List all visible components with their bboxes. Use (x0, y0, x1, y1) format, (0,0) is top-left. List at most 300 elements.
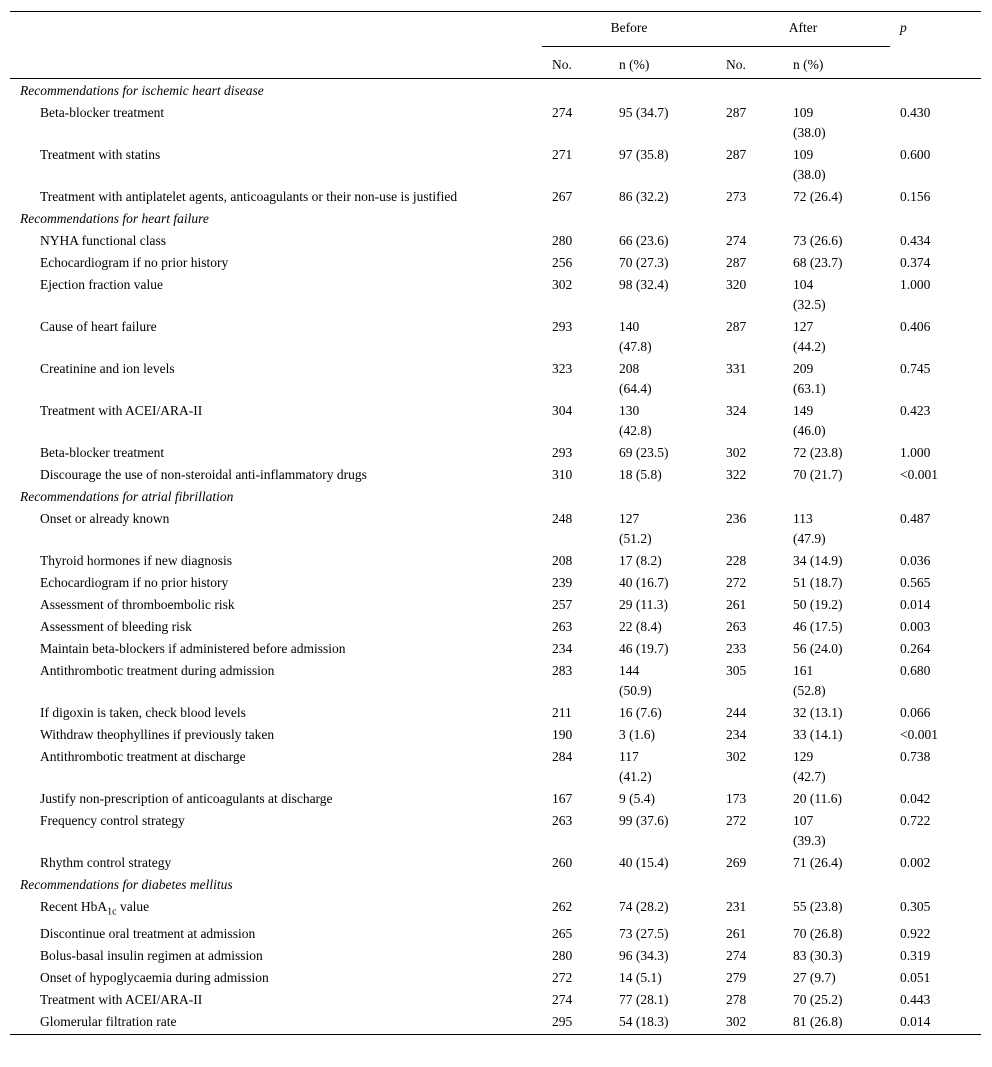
after-count-text: 287 (726, 254, 747, 270)
before-count (542, 549, 609, 571)
row-label-text: Antithrombotic treatment at discharge (40, 748, 246, 764)
after-count-text: 287 (726, 104, 747, 120)
after-percent (783, 659, 890, 701)
p-value-text: 0.319 (900, 948, 931, 964)
before-percent (609, 1010, 716, 1035)
after-percent (783, 723, 890, 745)
p-value (890, 441, 981, 463)
before-percent (609, 723, 716, 745)
row-label-text: Maintain beta-blockers if administered before admission (40, 640, 346, 656)
p-value-text: <0.001 (900, 726, 939, 742)
before-count-text: 234 (552, 640, 573, 656)
after-count-text: 233 (726, 640, 747, 656)
before-count-text: 283 (552, 662, 573, 678)
before-percent-text: 69 (23.5) (619, 444, 669, 460)
before-count-text: 274 (552, 992, 573, 1008)
before-percent-text: 127 (51.2) (619, 510, 652, 546)
table-row (10, 315, 981, 357)
p-value (890, 101, 981, 143)
p-value-text: 0.036 (900, 552, 931, 568)
p-value-text: 0.722 (900, 812, 931, 828)
p-value-text: 0.305 (900, 898, 931, 914)
row-label-text: Treatment with statins (40, 146, 161, 162)
p-value (890, 571, 981, 593)
row-label-text: NYHA functional class (40, 232, 166, 248)
row-label-text: Discourage the use of non-steroidal anti-inflammatory drugs (40, 466, 367, 482)
row-label-text: Discontinue oral treatment at admission (40, 926, 256, 942)
p-value (890, 507, 981, 549)
p-value-text: 0.738 (900, 748, 931, 764)
after-percent-text: 107 (39.3) (793, 812, 826, 848)
p-value-text: 0.014 (900, 1014, 931, 1030)
before-count-text: 263 (552, 812, 573, 828)
table-row (10, 701, 981, 723)
row-label-text: Antithrombotic treatment during admission (40, 662, 275, 678)
p-value-text: 0.680 (900, 662, 931, 678)
p-value-text: <0.001 (900, 466, 939, 482)
after-percent (783, 463, 890, 485)
before-percent (609, 593, 716, 615)
after-count (716, 809, 783, 851)
before-percent (609, 101, 716, 143)
row-label (10, 251, 542, 273)
table-row (10, 787, 981, 809)
before-count-text: 280 (552, 232, 573, 248)
before-percent (609, 463, 716, 485)
before-count-text: 260 (552, 854, 573, 870)
row-label (10, 185, 542, 207)
after-percent (783, 895, 890, 923)
section-title: Recommendations for atrial fibrillation (20, 488, 234, 504)
section-title: Recommendations for heart failure (20, 210, 209, 226)
after-count (716, 251, 783, 273)
header-row-groups (10, 12, 981, 48)
after-percent (783, 922, 890, 944)
after-percent (783, 251, 890, 273)
after-count-text: 273 (726, 188, 747, 204)
before-count-text: 274 (552, 104, 573, 120)
after-percent-text: 72 (26.4) (793, 188, 843, 204)
before-percent (609, 701, 716, 723)
after-count (716, 895, 783, 923)
p-value (890, 922, 981, 944)
before-percent (609, 851, 716, 873)
before-count-text: 263 (552, 618, 573, 634)
after-percent (783, 315, 890, 357)
after-count (716, 549, 783, 571)
before-percent-text: 97 (35.8) (619, 146, 669, 162)
after-count (716, 593, 783, 615)
before-percent (609, 787, 716, 809)
after-percent-text: 46 (17.5) (793, 618, 843, 634)
before-count-text: 265 (552, 926, 573, 942)
before-percent-text: 86 (32.2) (619, 188, 669, 204)
before-percent-text: 17 (8.2) (619, 552, 662, 568)
table-row (10, 101, 981, 143)
before-count-text: 211 (552, 704, 572, 720)
after-percent (783, 273, 890, 315)
table-row (10, 1010, 981, 1035)
p-value-text: 0.406 (900, 318, 931, 334)
after-percent (783, 593, 890, 615)
after-count-text: 173 (726, 790, 747, 806)
before-percent-text: 73 (27.5) (619, 926, 669, 942)
before-percent-text: 96 (34.3) (619, 948, 669, 964)
after-count (716, 659, 783, 701)
before-percent (609, 357, 716, 399)
table-row (10, 251, 981, 273)
before-count (542, 637, 609, 659)
p-value (890, 745, 981, 787)
after-count (716, 745, 783, 787)
after-percent (783, 399, 890, 441)
table-container (10, 11, 981, 1035)
p-value (890, 143, 981, 185)
before-count (542, 441, 609, 463)
after-percent (783, 988, 890, 1010)
after-count (716, 357, 783, 399)
before-count-text: 267 (552, 188, 573, 204)
after-count-text: 320 (726, 276, 747, 292)
after-percent (783, 229, 890, 251)
after-count-text: 302 (726, 1014, 747, 1030)
before-count (542, 251, 609, 273)
row-label-text: Ejection fraction value (40, 276, 163, 292)
section-header-row (10, 873, 981, 895)
before-count (542, 273, 609, 315)
row-label (10, 571, 542, 593)
before-count (542, 615, 609, 637)
table-row (10, 637, 981, 659)
before-percent-text: 40 (15.4) (619, 854, 669, 870)
p-value-text: 0.434 (900, 232, 931, 248)
before-count (542, 357, 609, 399)
before-count-text: 262 (552, 898, 573, 914)
before-count (542, 787, 609, 809)
table-row (10, 895, 981, 923)
after-count (716, 143, 783, 185)
before-count (542, 723, 609, 745)
after-count-text: 234 (726, 726, 747, 742)
after-percent-text: 70 (25.2) (793, 992, 843, 1008)
after-count-text: 228 (726, 552, 747, 568)
before-count (542, 745, 609, 787)
after-percent (783, 441, 890, 463)
header-row-sub (10, 47, 981, 78)
after-percent-text: 70 (21.7) (793, 466, 843, 482)
p-value (890, 251, 981, 273)
after-percent-text: 73 (26.6) (793, 232, 843, 248)
after-percent-text: 104 (32.5) (793, 276, 826, 312)
after-percent (783, 185, 890, 207)
table-row (10, 944, 981, 966)
table-row (10, 988, 981, 1010)
header-pct-after: n (%) (783, 47, 890, 78)
after-count (716, 571, 783, 593)
before-count (542, 966, 609, 988)
row-label (10, 851, 542, 873)
row-label-text: Echocardiogram if no prior history (40, 574, 229, 590)
after-percent (783, 701, 890, 723)
before-percent (609, 922, 716, 944)
before-percent-text: 140 (47.8) (619, 318, 652, 354)
header-before: Before (542, 12, 716, 48)
before-percent-text: 14 (5.1) (619, 970, 662, 986)
after-count-text: 305 (726, 662, 747, 678)
after-count (716, 399, 783, 441)
after-percent (783, 571, 890, 593)
p-value-text: 0.051 (900, 970, 931, 986)
header-after: After (716, 12, 890, 48)
row-label-text: If digoxin is taken, check blood levels (40, 704, 246, 720)
after-percent-text: 51 (18.7) (793, 574, 843, 590)
after-percent-text: 56 (24.0) (793, 640, 843, 656)
table-row (10, 922, 981, 944)
p-value (890, 659, 981, 701)
after-count (716, 701, 783, 723)
after-percent (783, 507, 890, 549)
before-percent (609, 185, 716, 207)
p-value (890, 357, 981, 399)
before-percent-text: 22 (8.4) (619, 618, 662, 634)
section-header-row (10, 207, 981, 229)
before-percent (609, 615, 716, 637)
after-count-text: 231 (726, 898, 747, 914)
p-value (890, 229, 981, 251)
before-percent (609, 315, 716, 357)
row-label (10, 922, 542, 944)
after-percent (783, 101, 890, 143)
after-percent-text: 34 (14.9) (793, 552, 843, 568)
after-percent-text: 33 (14.1) (793, 726, 843, 742)
before-percent-text: 29 (11.3) (619, 596, 668, 612)
before-count (542, 229, 609, 251)
p-value (890, 593, 981, 615)
row-label-text: Creatinine and ion levels (40, 360, 175, 376)
row-label (10, 787, 542, 809)
p-value-text: 0.600 (900, 146, 931, 162)
after-percent (783, 615, 890, 637)
row-label (10, 966, 542, 988)
row-label (10, 895, 542, 923)
before-percent (609, 809, 716, 851)
before-percent (609, 966, 716, 988)
row-label-text: Assessment of bleeding risk (40, 618, 192, 634)
before-count (542, 463, 609, 485)
before-percent-text: 99 (37.6) (619, 812, 669, 828)
row-label-text: Justify non-prescription of anticoagulants at discharge (40, 790, 333, 806)
before-percent (609, 229, 716, 251)
after-percent-text: 32 (13.1) (793, 704, 843, 720)
table-row (10, 549, 981, 571)
after-percent-text: 55 (23.8) (793, 898, 843, 914)
after-count (716, 315, 783, 357)
header-p: p (890, 12, 981, 48)
after-count (716, 922, 783, 944)
before-count-text: 323 (552, 360, 573, 376)
after-percent (783, 143, 890, 185)
row-label-text: Withdraw theophyllines if previously taken (40, 726, 275, 742)
row-label-text: Treatment with ACEI/ARA-II (40, 402, 203, 418)
before-count (542, 944, 609, 966)
after-percent (783, 1010, 890, 1035)
after-count (716, 273, 783, 315)
before-count (542, 101, 609, 143)
row-label-text: Rhythm control strategy (40, 854, 172, 870)
after-count (716, 1010, 783, 1035)
recommendations-table (10, 11, 981, 1035)
before-count (542, 1010, 609, 1035)
row-label (10, 1010, 542, 1035)
p-value (890, 809, 981, 851)
before-count-text: 208 (552, 552, 573, 568)
before-percent-text: 74 (28.2) (619, 898, 669, 914)
before-count (542, 185, 609, 207)
table-row (10, 399, 981, 441)
after-percent-text: 81 (26.8) (793, 1014, 843, 1030)
row-label-text: Onset or already known (40, 510, 170, 526)
p-value (890, 944, 981, 966)
before-count (542, 571, 609, 593)
after-count (716, 507, 783, 549)
after-count (716, 988, 783, 1010)
after-count-text: 263 (726, 618, 747, 634)
row-label (10, 745, 542, 787)
before-count-text: 272 (552, 970, 573, 986)
before-count-text: 302 (552, 276, 573, 292)
row-label (10, 593, 542, 615)
after-count-text: 287 (726, 146, 747, 162)
after-percent (783, 966, 890, 988)
after-percent-text: 27 (9.7) (793, 970, 836, 986)
after-percent-text: 129 (42.7) (793, 748, 826, 784)
table-row (10, 723, 981, 745)
after-percent-text: 70 (26.8) (793, 926, 843, 942)
before-percent-text: 144 (50.9) (619, 662, 652, 698)
after-count (716, 229, 783, 251)
row-label (10, 229, 542, 251)
table-row (10, 273, 981, 315)
p-value (890, 988, 981, 1010)
row-label (10, 659, 542, 701)
row-label-text: Treatment with antiplatelet agents, anticoagulants or their non-use is justified (40, 188, 458, 204)
after-percent-text: 50 (19.2) (793, 596, 843, 612)
after-count (716, 101, 783, 143)
row-label-suffix: value (116, 898, 150, 914)
row-label-subscript: 1c (107, 906, 117, 918)
table-row (10, 463, 981, 485)
p-value-text: 0.156 (900, 188, 931, 204)
after-count-text: 269 (726, 854, 747, 870)
before-percent (609, 273, 716, 315)
p-value-text: 0.042 (900, 790, 931, 806)
table-row (10, 659, 981, 701)
before-count-text: 256 (552, 254, 573, 270)
row-label (10, 701, 542, 723)
before-percent (609, 745, 716, 787)
before-count (542, 593, 609, 615)
after-count-text: 236 (726, 510, 747, 526)
p-value (890, 637, 981, 659)
section-title: Recommendations for ischemic heart disease (20, 82, 264, 98)
after-percent-text: 109 (38.0) (793, 104, 826, 140)
row-label-text: Treatment with ACEI/ARA-II (40, 992, 203, 1008)
row-label (10, 549, 542, 571)
row-label (10, 988, 542, 1010)
after-count (716, 637, 783, 659)
after-count (716, 463, 783, 485)
after-count-text: 322 (726, 466, 747, 482)
after-percent (783, 637, 890, 659)
before-count-text: 248 (552, 510, 573, 526)
after-percent-text: 149 (46.0) (793, 402, 826, 438)
after-count (716, 185, 783, 207)
before-percent-text: 208 (64.4) (619, 360, 652, 396)
p-value (890, 851, 981, 873)
after-count-text: 324 (726, 402, 747, 418)
p-value-text: 0.430 (900, 104, 931, 120)
after-count-text: 302 (726, 444, 747, 460)
before-percent (609, 507, 716, 549)
before-percent-text: 130 (42.8) (619, 402, 652, 438)
before-percent (609, 399, 716, 441)
row-label (10, 637, 542, 659)
after-count (716, 441, 783, 463)
before-percent-text: 9 (5.4) (619, 790, 655, 806)
after-percent-text: 68 (23.7) (793, 254, 843, 270)
row-label-text: Frequency control strategy (40, 812, 185, 828)
p-value (890, 185, 981, 207)
row-label (10, 463, 542, 485)
before-count (542, 895, 609, 923)
p-value (890, 787, 981, 809)
p-value-text: 0.374 (900, 254, 931, 270)
section-title: Recommendations for diabetes mellitus (20, 876, 233, 892)
p-value-text: 0.264 (900, 640, 931, 656)
after-percent-text: 161 (52.8) (793, 662, 826, 698)
after-percent-text: 83 (30.3) (793, 948, 843, 964)
after-count (716, 615, 783, 637)
before-count-text: 280 (552, 948, 573, 964)
row-label (10, 101, 542, 143)
p-value-text: 0.443 (900, 992, 931, 1008)
before-count-text: 167 (552, 790, 573, 806)
before-percent (609, 944, 716, 966)
table-row (10, 593, 981, 615)
before-count-text: 190 (552, 726, 573, 742)
after-count-text: 331 (726, 360, 747, 376)
after-count-text: 272 (726, 574, 747, 590)
row-label-text: Assessment of thromboembolic risk (40, 596, 235, 612)
before-count-text: 271 (552, 146, 573, 162)
before-percent-text: 117 (41.2) (619, 748, 652, 784)
after-count (716, 723, 783, 745)
p-value (890, 615, 981, 637)
row-label (10, 143, 542, 185)
row-label-text: Recent HbA (40, 898, 108, 914)
before-percent (609, 251, 716, 273)
table-row (10, 571, 981, 593)
row-label (10, 273, 542, 315)
before-percent (609, 441, 716, 463)
table-row (10, 229, 981, 251)
before-percent (609, 895, 716, 923)
p-value-text: 0.487 (900, 510, 931, 526)
table-header (10, 12, 981, 79)
table-row (10, 745, 981, 787)
row-label (10, 441, 542, 463)
after-percent (783, 357, 890, 399)
